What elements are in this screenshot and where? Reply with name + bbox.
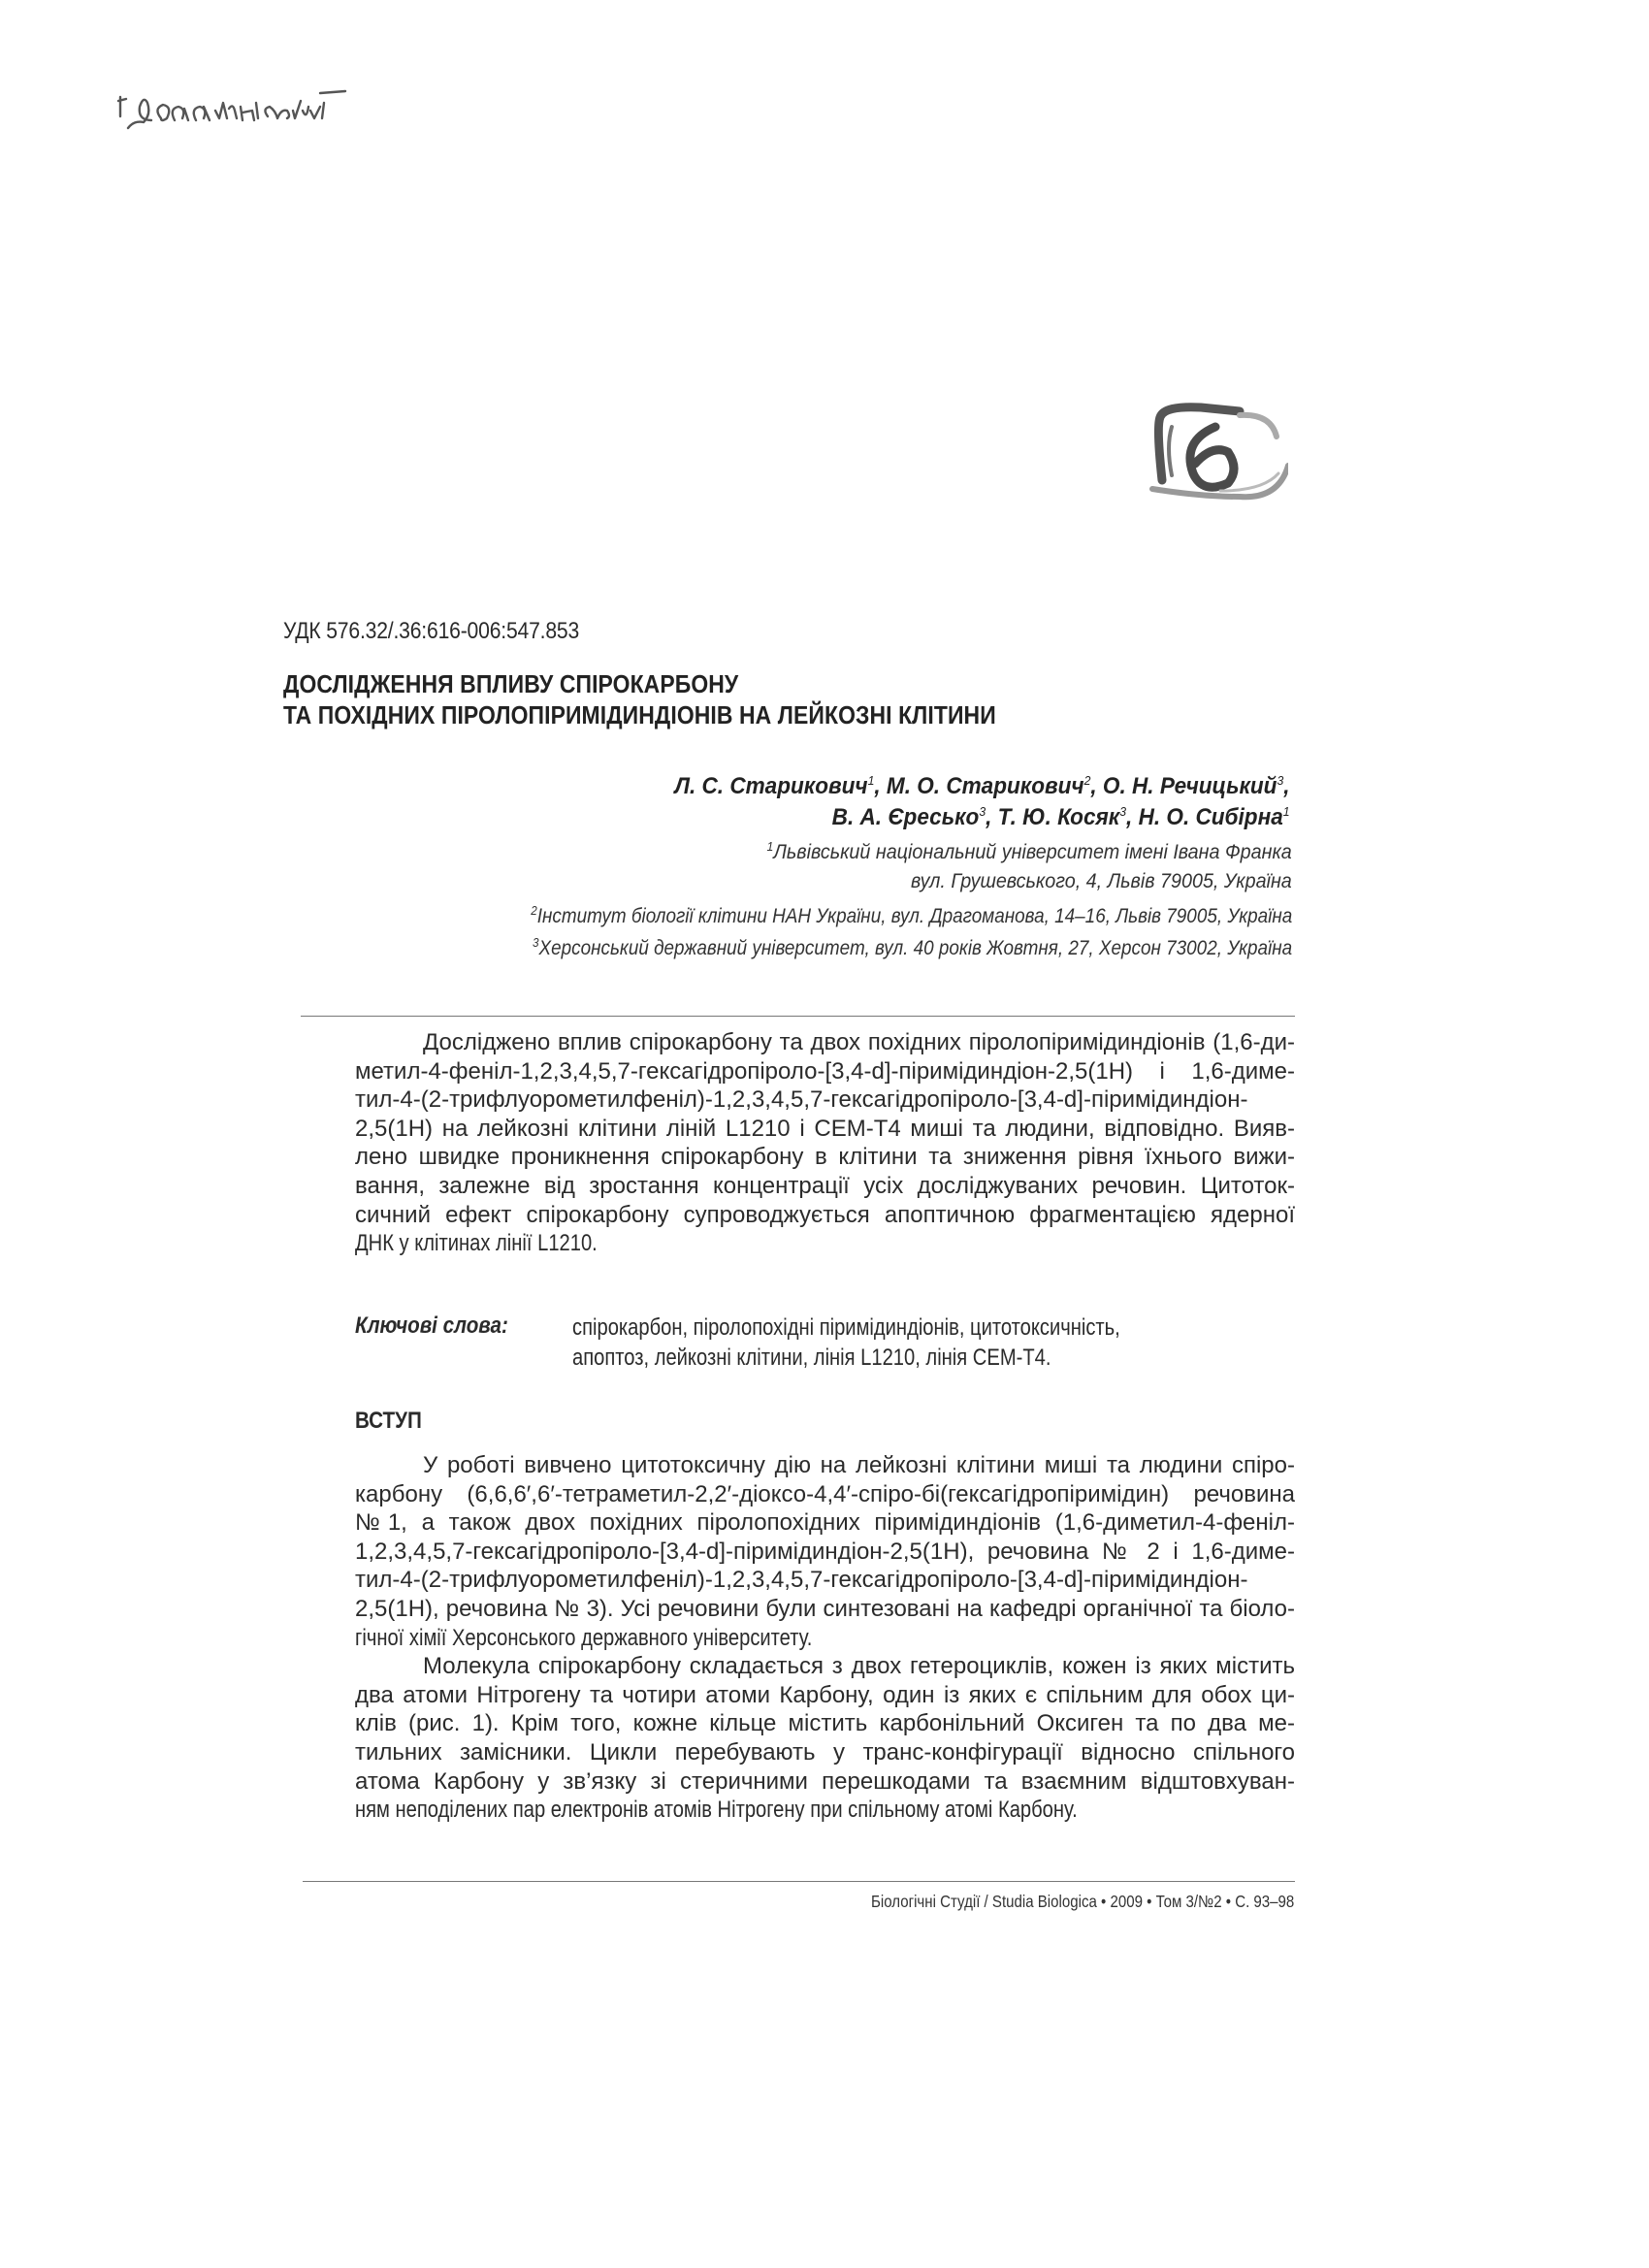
affiliation-3 <box>533 934 1292 963</box>
author-separator: , <box>1283 773 1290 799</box>
affiliation-1 <box>767 838 1292 896</box>
author-affiliation-mark: 3 <box>1119 804 1127 819</box>
text-line: карбону (6,6,6′,6′-тетраметил-2,2′-діоксо-4,4′-спіро-бі(гексагідропіримідин) речовина <box>355 1480 1295 1507</box>
author-affiliation-mark: 2 <box>1084 773 1091 788</box>
author-separator: , <box>986 804 999 830</box>
separator-line <box>301 1016 1295 1017</box>
author-separator: , <box>1090 773 1104 799</box>
keywords-label: Ключові слова: <box>355 1312 508 1339</box>
author-affiliation-mark: 1 <box>1283 804 1290 819</box>
footer-separator-line <box>303 1881 1295 1882</box>
text-line: сичний ефект спірокарбону супроводжується апоптичною фрагментацією ядерної <box>355 1201 1295 1228</box>
author-affiliation-mark: 1 <box>868 773 875 788</box>
author-name: Т. Ю. Косяк <box>998 804 1120 830</box>
text-line: Молекула спірокарбону складається з двох гетероциклів, кожен із яких містить <box>423 1653 1295 1680</box>
text-line: два атоми Нітрогену та чотири атоми Карбону, один із яких є спільним для обох ци- <box>355 1681 1295 1708</box>
abstract <box>355 1028 1295 1258</box>
text-line: вання, залежне від зростання концентрації усіх досліджуваних речовин. Цитоток- <box>355 1172 1295 1199</box>
text-line: №1, а також двох похідних піролопохідних піримідиндіонів (1,6-диметил-4-феніл- <box>355 1509 1295 1537</box>
journal-logo-icon <box>1143 388 1288 514</box>
affiliation-text: Львівський національний університет імені Івана Франка <box>773 841 1292 863</box>
text-line: атома Карбону у зв’язку зі стеричними перешкодами та взаємним відштовхуван- <box>355 1767 1295 1795</box>
text-line: метил-4-феніл-1,2,3,4,5,7-гексагідропіроло-[3,4-d]-піримідиндіон-2,5(1Н) і 1,6-диме- <box>355 1057 1295 1085</box>
journal-footer: Біологічні Студії / Studia Biologica • 2009 • Том 3/№2 • С. 93–98 <box>870 1892 1294 1911</box>
title-line: ТА ПОХІДНИХ ПІРОЛОПІРИМІДИНДІОНІВ НА ЛЕЙКОЗНІ КЛІТИНИ <box>283 702 996 729</box>
affiliation-number: 1 <box>766 839 774 854</box>
affiliation-2 <box>531 902 1292 931</box>
affiliation-number: 3 <box>532 935 539 950</box>
text-line: 2,5(1Н) на лейкозні клітини ліній L1210 і CEM-T4 миші та людини, відповідно. Вияв- <box>355 1115 1295 1142</box>
author-line <box>675 771 1290 802</box>
author-name: О. Н. Речицький <box>1103 773 1277 799</box>
author-affiliation-mark: 3 <box>1277 773 1284 788</box>
udc-code: УДК 576.32/.36:616-006:547.853 <box>283 618 580 644</box>
text-line: тил-4-(2-трифлуорометилфеніл)-1,2,3,4,5,7-гексагідропіроло-[3,4-d]-піримідиндіон- <box>355 1086 1248 1114</box>
text-line: ням неподілених пар електронів атомів Нітрогену при спільному атомі Карбону. <box>355 1797 1078 1824</box>
text-line: гічної хімії Херсонського державного університету. <box>355 1624 813 1651</box>
text-line: лено швидке проникнення спірокарбону в клітини та зниження рівня їхнього вижи- <box>355 1144 1295 1171</box>
handwritten-note <box>114 60 425 147</box>
affiliation-number: 2 <box>530 903 537 918</box>
affiliation-text: Херсонський державний університет, вул. 40 років Жовтня, 27, Херсон 73002, Україна <box>538 937 1292 959</box>
article-title <box>283 669 996 731</box>
author-list <box>675 771 1290 833</box>
text-line: 2,5(1Н), речовина № 3). Усі речовини були синтезовані на кафедрі органічної та біоло- <box>355 1595 1295 1622</box>
author-name: М. О. Старикович <box>887 773 1085 799</box>
author-line <box>675 802 1290 833</box>
section-heading: ВСТУП <box>355 1408 422 1434</box>
text-line: тильних замісники. Цикли перебувають у транс-конфігурації відносно спільного <box>355 1738 1295 1766</box>
text-line: клів (рис. 1). Крім того, кожне кільце містить карбонільний Оксиген та по два ме- <box>355 1710 1295 1737</box>
keywords-list <box>572 1312 1476 1373</box>
text-line: У роботі вивчено цитотоксичну дію на лейкозні клітини миші та людини спіро- <box>423 1452 1295 1478</box>
text-line: тил-4-(2-трифлуорометилфеніл)-1,2,3,4,5,7-гексагідропіроло-[3,4-d]-піримідиндіон- <box>355 1567 1248 1594</box>
author-separator: , <box>1126 804 1140 830</box>
text-line: Досліджено вплив спірокарбону та двох похідних піролопіримідиндіонів (1,6-ди- <box>423 1029 1295 1055</box>
title-line: ДОСЛІДЖЕННЯ ВПЛИВУ СПІРОКАРБОНУ <box>283 671 739 698</box>
keywords-line: спірокарбон, піролопохідні піримідиндіонів, цитотоксичність, <box>572 1314 1120 1341</box>
keywords-line: апоптоз, лейкозні клітини, лінія L1210, лінія CEM-T4. <box>572 1345 1051 1371</box>
intro-text <box>355 1451 1295 1825</box>
author-name: Л. С. Старикович <box>674 773 869 799</box>
author-name: В. А. Єресько <box>832 804 980 830</box>
affiliation-text: Інститут біології клітини НАН України, вул. Драгоманова, 14–16, Львів 79005, Україна <box>536 905 1292 927</box>
author-separator: , <box>874 773 888 799</box>
author-name: Н. О. Сибірна <box>1139 804 1284 830</box>
author-affiliation-mark: 3 <box>979 804 986 819</box>
text-line: ДНК у клітинах лінії L1210. <box>355 1230 598 1257</box>
text-line: 1,2,3,4,5,7-гексагідропіроло-[3,4-d]-піримідиндіон-2,5(1Н), речовина № 2 і 1,6-диме- <box>355 1538 1295 1565</box>
affiliation-address: вул. Грушевського, 4, Львів 79005, Україна <box>911 870 1292 892</box>
